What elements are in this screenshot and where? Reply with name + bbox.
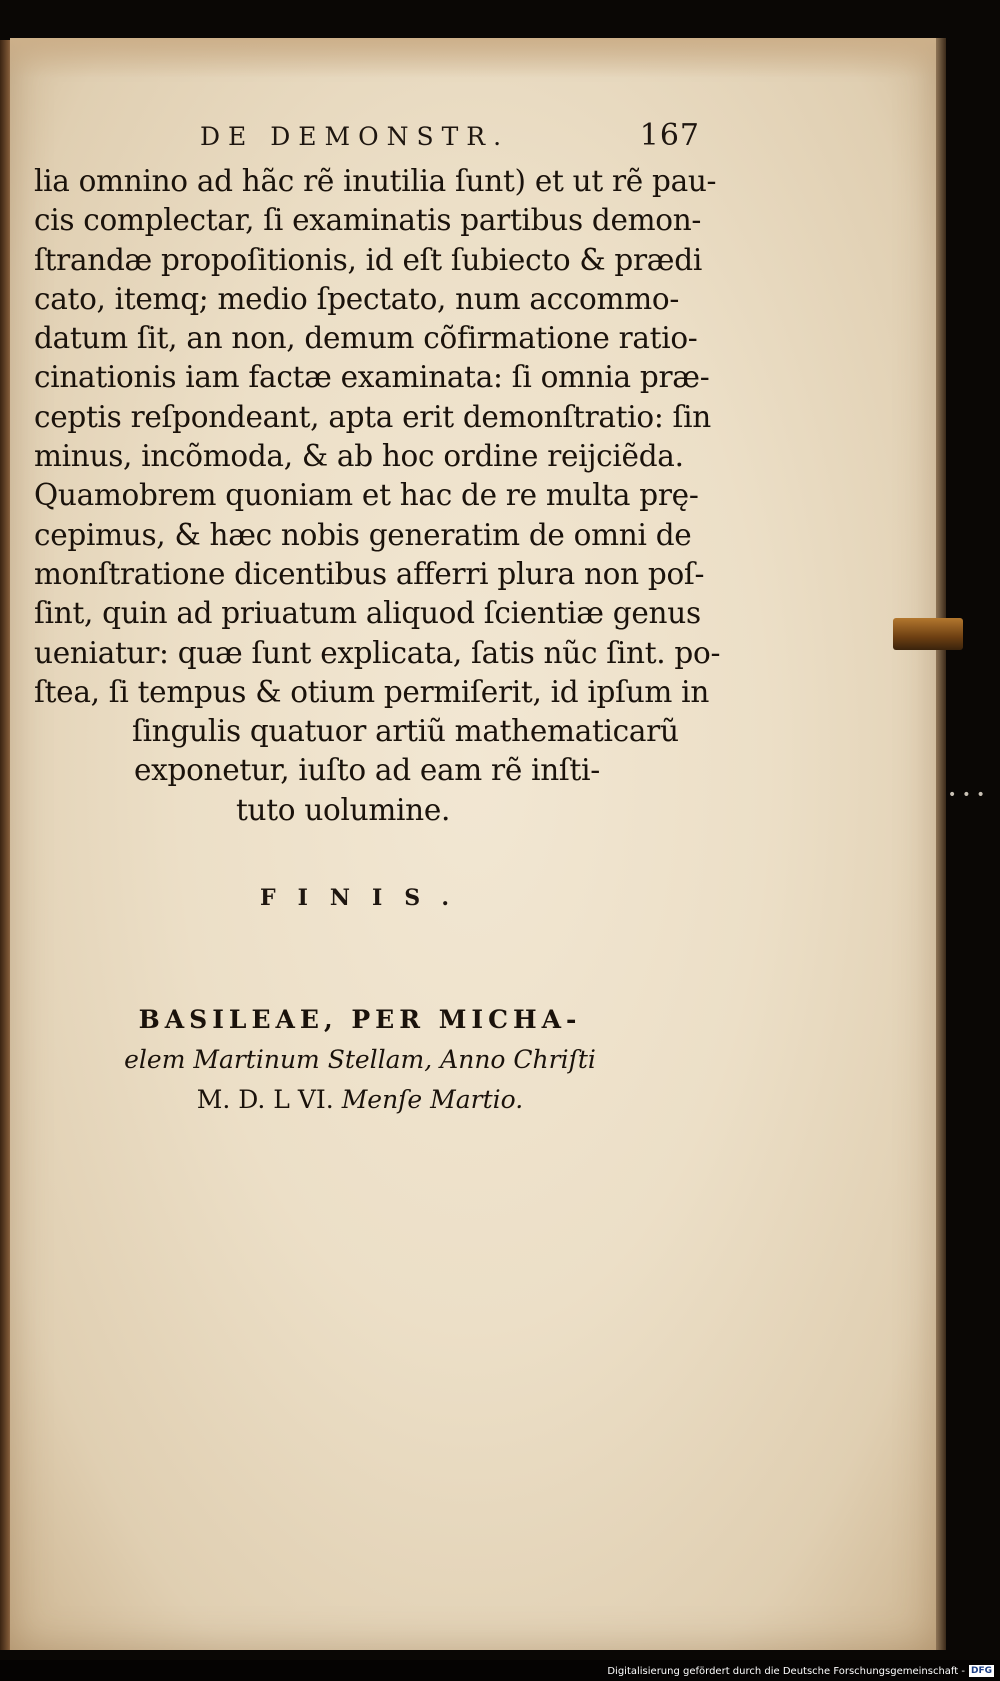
more-dots-icon: •••	[948, 787, 991, 803]
running-title: DE DEMONSTR.	[200, 122, 510, 151]
colophon-line: elem Martinum Stellam, Anno Chriſti	[124, 1045, 596, 1074]
text-line: tuto uolumine.	[236, 792, 451, 827]
page-number: 167	[639, 118, 700, 153]
digitization-credit	[607, 1664, 994, 1678]
text-line: cis complectar, ſi examinatis partibus demon-	[34, 203, 702, 238]
text-line: monſtratione dicentibus afferri plura non poſ-	[34, 556, 705, 591]
text-line: ſtrandæ propoſitionis, id eſt ſubiecto & prædi	[34, 242, 702, 277]
finis-heading: FINIS.	[260, 885, 472, 911]
credit-text: Digitalisierung gefördert durch die Deutsche Forschungsgemeinschaft -	[607, 1665, 965, 1677]
dfg-logo: DFG	[970, 1666, 992, 1676]
colophon	[100, 1000, 620, 1120]
page-tab-marker	[893, 618, 963, 650]
text-line: ſingulis quatuor artiũ mathematicarũ	[132, 714, 679, 749]
text-line: datum ſit, an non, demum cõfirmatione ratio-	[34, 321, 698, 356]
text-line: cinationis iam factæ examinata: ſi omnia præ-	[34, 360, 710, 395]
book-right-edge	[936, 38, 946, 1650]
colophon-date: M. D. L VI.	[196, 1085, 334, 1114]
running-head	[190, 118, 700, 158]
text-line: cepimus, & hæc nobis generatim de omni de	[34, 517, 692, 552]
colophon-line: BASILEAE, PER MICHA-	[138, 1005, 582, 1034]
text-line: minus, incõmoda, & ab hoc ordine reijciẽda.	[34, 439, 684, 474]
text-line: ceptis reſpondeant, apta erit demonſtratio: ſin	[34, 399, 712, 434]
body-text	[34, 162, 721, 830]
colophon-month: Menſe Martio.	[341, 1085, 524, 1114]
text-line: ſtea, ſi tempus & otium permiſerit, id ipſum in	[34, 674, 710, 709]
text-line: ſint, quin ad priuatum aliquod ſcientiæ genus	[34, 596, 701, 631]
colophon-line	[100, 1080, 620, 1120]
text-line: Quamobrem quoniam et hac de re multa prę-	[34, 478, 699, 513]
text-line: exponetur, iuſto ad eam rẽ inſti-	[134, 753, 600, 788]
text-line: lia omnino ad hãc rẽ inutilia ſunt) et ut rẽ pau-	[34, 164, 717, 198]
text-line: ueniatur: quæ ſunt explicata, ſatis nũc ſint. po-	[34, 635, 721, 670]
text-line: cato, itemq; medio ſpectato, num accommo-	[34, 281, 679, 316]
